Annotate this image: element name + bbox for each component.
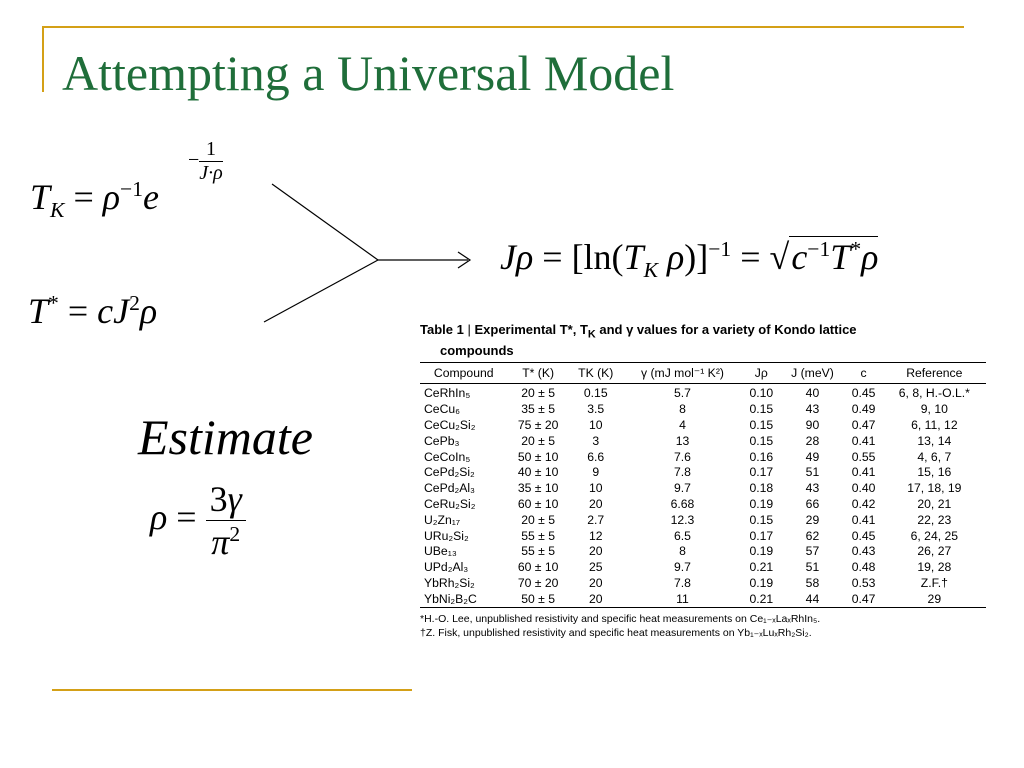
coherence-temperature-equation: $T^* = cJ^2\rho$ xyxy=(28,291,158,331)
table-row xyxy=(420,401,986,417)
table-cell: 8 xyxy=(679,402,686,417)
estimate-label: Estimate xyxy=(138,409,313,465)
table-cell: 0.18 xyxy=(749,481,774,496)
table-cell: 0.15 xyxy=(749,433,774,448)
table-cell: Z.F.† xyxy=(920,576,948,591)
table-cell: 6, 24, 25 xyxy=(910,528,959,543)
table-cell: 70 ± 20 xyxy=(517,576,559,591)
table-cell: 0.19 xyxy=(749,497,774,512)
table-cell: 17, 18, 19 xyxy=(907,481,962,496)
table-row xyxy=(420,575,986,591)
table-cell: CeCoIn₅ xyxy=(424,449,471,464)
table-cell: CeRhIn₅ xyxy=(424,386,471,401)
footnote: *H.-O. Lee, unpublished resistivity and specific heat measurements on Ce₁₋ₓLaₓRhIn₅. xyxy=(420,612,821,625)
table-cell: U₂Zn₁₇ xyxy=(424,512,461,527)
table-cell: 20 xyxy=(588,544,603,559)
table-cell: 0.42 xyxy=(851,497,876,512)
table-cell: 44 xyxy=(780,591,844,607)
table-cell: 12 xyxy=(588,528,603,543)
header-jrho: Jρ xyxy=(742,362,780,383)
table-cell: 29 xyxy=(805,512,820,527)
table-cell: 9.7 xyxy=(674,560,691,575)
table-row xyxy=(420,559,986,575)
table-cell: 0.19 xyxy=(749,544,774,559)
table-cell: 20 xyxy=(569,591,623,607)
table-cell: 3.5 xyxy=(587,402,605,417)
table-row xyxy=(420,449,986,465)
header-j: J (meV) xyxy=(780,362,844,383)
table-cell: 0.45 xyxy=(851,386,876,401)
table-cell: 7.8 xyxy=(674,576,691,591)
table-cell: 43 xyxy=(805,481,820,496)
table-cell: 0.16 xyxy=(749,449,774,464)
table-cell: YbRh₂Si₂ xyxy=(424,576,475,591)
table-cell: 6, 11, 12 xyxy=(911,418,958,433)
table-cell: 8 xyxy=(679,544,686,559)
table-cell: 0.17 xyxy=(749,528,774,543)
table-row xyxy=(420,512,986,528)
table-cell: 57 xyxy=(805,544,820,559)
table-cell: 0.15 xyxy=(583,386,608,401)
table-row xyxy=(420,591,986,607)
table-row xyxy=(420,528,986,544)
header-tstar: T* (K) xyxy=(507,362,568,383)
table-row xyxy=(420,544,986,560)
table-cell: 15, 16 xyxy=(917,465,952,480)
table-cell: 10 xyxy=(588,418,603,433)
table-cell: 6, 8, H.-O.L.* xyxy=(898,386,970,401)
table-cell: CeCu₆ xyxy=(424,402,461,417)
table-cell: 7.8 xyxy=(674,465,691,480)
table-cell: 0.49 xyxy=(851,402,876,417)
table-cell: 9, 10 xyxy=(920,402,948,417)
arrow-lower-line xyxy=(264,260,378,322)
table-cell: UBe₁₃ xyxy=(424,544,457,559)
table-cell: 6.68 xyxy=(670,497,695,512)
table-cell: 4 xyxy=(679,418,686,433)
table-cell: 26, 27 xyxy=(917,544,952,559)
table-cell: 51 xyxy=(805,560,820,575)
table-cell: 60 ± 10 xyxy=(517,497,559,512)
table-cell: 0.17 xyxy=(749,465,774,480)
table-cell: 0.41 xyxy=(851,433,876,448)
table-cell: 55 ± 5 xyxy=(521,544,556,559)
table-cell: 13, 14 xyxy=(917,433,952,448)
table-cell: CePd₂Si₂ xyxy=(424,465,475,480)
table-row xyxy=(420,465,986,481)
arrow-upper-line xyxy=(272,184,378,260)
table-cell: 29 xyxy=(883,591,986,607)
header-c: c xyxy=(845,362,883,383)
table-cell: 0.15 xyxy=(749,402,774,417)
table-row xyxy=(420,417,986,433)
table-cell: 0.41 xyxy=(851,512,876,527)
table-cell: 0.21 xyxy=(742,591,780,607)
table-cell: 25 xyxy=(588,560,603,575)
table-caption: Table 1 | Experimental T*, $T_K$ and γ values for a variety of Kondo lattice xyxy=(420,322,857,341)
table-cell: CeRu₂Si₂ xyxy=(424,497,476,512)
table-cell: 6.6 xyxy=(587,449,605,464)
table-cell: 0.15 xyxy=(749,512,774,527)
table-row xyxy=(420,433,986,449)
table-cell: 40 xyxy=(805,386,820,401)
table-cell: 50 ± 5 xyxy=(507,591,568,607)
table-cell: 40 ± 10 xyxy=(517,465,559,480)
table-caption-line2: compounds xyxy=(440,342,514,358)
table-cell: 7.6 xyxy=(674,449,691,464)
table-cell: 0.53 xyxy=(851,576,876,591)
table-header-row xyxy=(420,362,986,383)
combined-equation: $J\rho = [\ln(T_K$ $\rho)]^{-1} = √c^{-1}T^*\rho$ xyxy=(500,237,879,283)
table-cell: 2.7 xyxy=(587,512,605,527)
table-cell: 9 xyxy=(592,465,600,480)
table-cell: 3 xyxy=(592,433,600,448)
table-cell: 0.47 xyxy=(845,591,883,607)
table-cell: 11 xyxy=(623,591,743,607)
table-cell: 0.47 xyxy=(851,418,876,433)
data-table xyxy=(420,362,986,608)
table-cell: 75 ± 20 xyxy=(517,418,559,433)
table-cell: 50 ± 10 xyxy=(517,449,559,464)
table-cell: 43 xyxy=(805,402,820,417)
footnote: †Z. Fisk, unpublished resistivity and specific heat measurements on Yb₁₋ₓLuₓRh₂Si₂. xyxy=(420,626,812,639)
table-cell: 0.10 xyxy=(749,386,774,401)
table-cell: 0.43 xyxy=(851,544,876,559)
table-cell: 20 xyxy=(588,576,603,591)
table-cell: 20 ± 5 xyxy=(521,433,556,448)
table-cell: 0.19 xyxy=(749,576,774,591)
table-row xyxy=(420,480,986,496)
table-cell: CePb₃ xyxy=(424,433,460,448)
table-cell: 90 xyxy=(805,418,820,433)
table-cell: 0.41 xyxy=(851,465,876,480)
table-cell: YbNi₂B₂C xyxy=(420,591,507,607)
table-cell: 10 xyxy=(588,481,603,496)
table-row xyxy=(420,383,986,401)
table-cell: 0.15 xyxy=(749,418,774,433)
table-cell: 58 xyxy=(805,576,820,591)
table-cell: 60 ± 10 xyxy=(517,560,559,575)
table-cell: 22, 23 xyxy=(917,512,952,527)
table-cell: 51 xyxy=(805,465,820,480)
table-cell: URu₂Si₂ xyxy=(424,528,469,543)
table-cell: 49 xyxy=(805,449,820,464)
table-cell: 19, 28 xyxy=(917,560,952,575)
kondo-temperature-equation: $T_K = \rho^{-1}e$ xyxy=(30,177,159,223)
table-cell: 20 ± 5 xyxy=(521,386,556,401)
table-cell: 13 xyxy=(675,433,690,448)
header-gamma: γ (mJ mol⁻¹ K²) xyxy=(623,362,743,383)
table-cell: CePd₂Al₃ xyxy=(424,481,476,496)
table-cell: 12.3 xyxy=(670,512,695,527)
exponent-fraction: − $\frac{1}{J\cdot\rho}$ xyxy=(188,138,223,184)
slide-title: Attempting a Universal Model xyxy=(62,45,675,101)
table-cell: 28 xyxy=(805,433,820,448)
header-reference: Reference xyxy=(883,362,986,383)
table-cell: 0.21 xyxy=(749,560,774,575)
kondo-lattice-table xyxy=(420,322,986,640)
table-cell: 20, 21 xyxy=(917,497,952,512)
table-cell: 20 xyxy=(588,497,603,512)
table-cell: UPd₂Al₃ xyxy=(424,560,469,575)
table-cell: 62 xyxy=(805,528,820,543)
table-cell: 35 ± 5 xyxy=(521,402,556,417)
table-cell: 55 ± 5 xyxy=(521,528,556,543)
table-cell: 35 ± 10 xyxy=(517,481,559,496)
table-cell: 20 ± 5 xyxy=(521,512,556,527)
table-cell: 0.48 xyxy=(851,560,876,575)
table-cell: 5.7 xyxy=(674,386,691,401)
table-cell: 66 xyxy=(805,497,820,512)
table-cell: 0.45 xyxy=(851,528,876,543)
header-compound: Compound xyxy=(420,362,507,383)
table-cell: 0.40 xyxy=(851,481,876,496)
table-cell: 9.7 xyxy=(674,481,691,496)
table-cell: CeCu₂Si₂ xyxy=(424,418,476,433)
header-tk: TK (K) xyxy=(569,362,623,383)
table-cell: 4, 6, 7 xyxy=(917,449,952,464)
table-cell: 6.5 xyxy=(674,528,691,543)
table-row xyxy=(420,496,986,512)
table-cell: 0.55 xyxy=(851,449,876,464)
rho-estimate-equation: ρ = $\frac{3\gamma}{\pi^2}$ xyxy=(150,478,246,563)
